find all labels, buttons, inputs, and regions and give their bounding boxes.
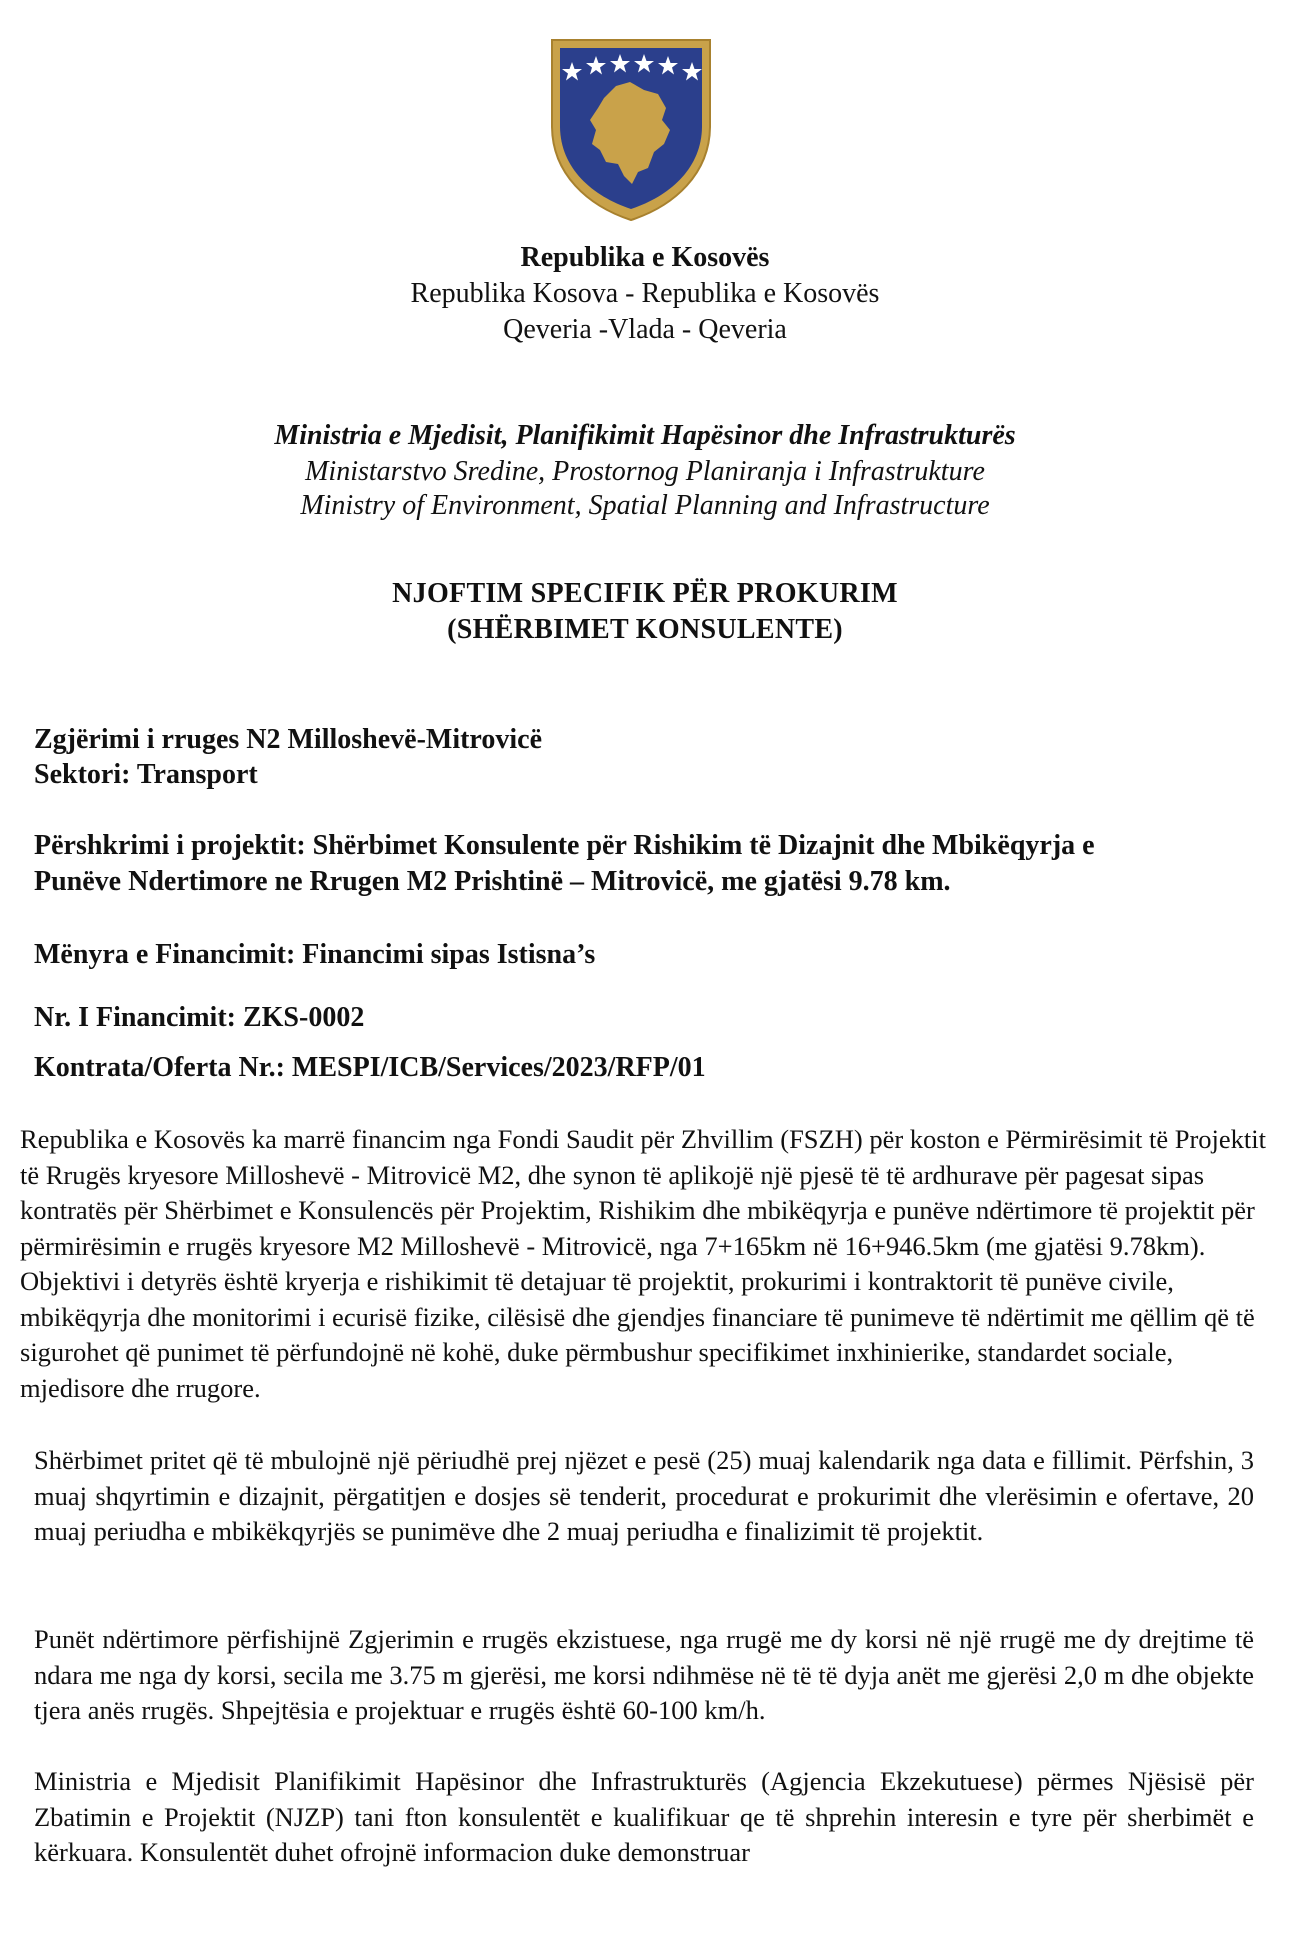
project-description-line2: Punëve Ndertimore ne Rrugen M2 Prishtinë – Mitrovicë, me gjatësi 9.78 km. [34,866,951,897]
project-description-line1: Përshkrimi i projektit: Shërbimet Konsulente për Rishikim të Dizajnit dhe Mbikëqyrja e [34,830,1095,861]
contract-number: Kontrata/Oferta Nr.: MESPI/ICB/Services/2023/RFP/01 [34,1052,706,1083]
body-paragraph-4: Ministria e Mjedisit Planifikimit Hapësinor dhe Infrastrukturës (Agjencia Ekzekutuese) përmes Njësisë për Zbatimin e Projektit (NJZP) tani fton konsulentët e kualifikuar qe të shprehin interesin e tyre për sherbimët e kërkuara. Konsulentët duhet ofrojnë informacion duke demonstruar [34,1766,1254,1867]
financing-mode: Mënyra e Financimit: Financimi sipas Istisna’s [34,939,596,970]
header-country-multilingual: Republika Kosova - Republika e Kosovës [410,278,880,309]
financing-number: Nr. I Financimit: ZKS-0002 [34,1002,365,1033]
body-paragraph-1: Republika e Kosovës ka marrë financim nga Fondi Saudit për Zhvillim (FSZH) për koston e Përmirësimit të Projektit të Rrugës kryesore Milloshevë - Mitrovicë M2, dhe synon të aplikojë një pjesë të të ardhurave për pagesat sipas kontratës për Shërbimet e Konsulencës për Projektim, Rishikim dhe mbikëqyrja e punëve ndërtimore të projektit për përmirësimin e rrugës kryesore M2 Milloshevë - Mitrovicë, nga 7+165km në 16+946.5km (me gjatësi 9.78km). Objektivi i detyrës është kryerja e rishikimit të detajuar të projektit, prokurimi i kontraktorit të punëve civile, mbikëqyrja dhe monitorimi i ecurisë fizike, cilësisë dhe gjendjes financiare të punimeve të ndërtimit me qëllim që të sigurohet që punimet të përfundojnë në kohë, duke përmbushur specifikimet inxhinierike, standardet sociale, mjedisore dhe rrugore. [20,1124,1267,1403]
ministry-name-sr: Ministarstvo Sredine, Prostornog Planiranja i Infrastrukture [305,456,985,487]
sector: Sektori: Transport [34,759,258,790]
body-paragraph-2: Shërbimet pritet që të mbulojnë një përiudhë prej njëzet e pesë (25) muaj kalendarik nga data e fillimit. Përfshin, 3 muaj shqyrtimin e dizajnit, përgatitjen e dosjes së tenderit, procedurat e prokurimit dhe vlerësimin e ofertave, 20 muaj periudha e mbikëkqyrjës se punimëve dhe 2 muaj periudha e finalizimit të projektit. [34,1445,1254,1546]
kosovo-coat-of-arms-icon [546,34,716,224]
notice-subtitle: (SHËRBIMET KONSULENTE) [447,614,843,645]
ministry-name-en: Ministry of Environment, Spatial Planning and Infrastructure [300,490,990,521]
header-country-sq: Republika e Kosovës [520,242,770,273]
notice-title: NJOFTIM SPECIFIK PËR PROKURIM [392,578,898,609]
ministry-name-sq: Ministria e Mjedisit, Planifikimit Hapësinor dhe Infrastrukturës [274,420,1016,451]
body-paragraph-3: Punët ndërtimore përfishijnë Zgjerimin e rrugës ekzistuese, nga rrugë me dy korsi në një rrugë me dy drejtime të ndara me nga dy korsi, secila me 3.75 m gjerësi, me korsi ndihmëse në të të dyja anët me gjerësi 2,0 m dhe objekte tjera anës rrugës. Shpejtësia e projektuar e rrugës është 60-100 km/h. [34,1624,1254,1725]
header-government: Qeveria -Vlada - Qeveria [503,314,787,345]
project-name: Zgjërimi i rruges N2 Milloshevë-Mitrovicë [34,724,542,755]
